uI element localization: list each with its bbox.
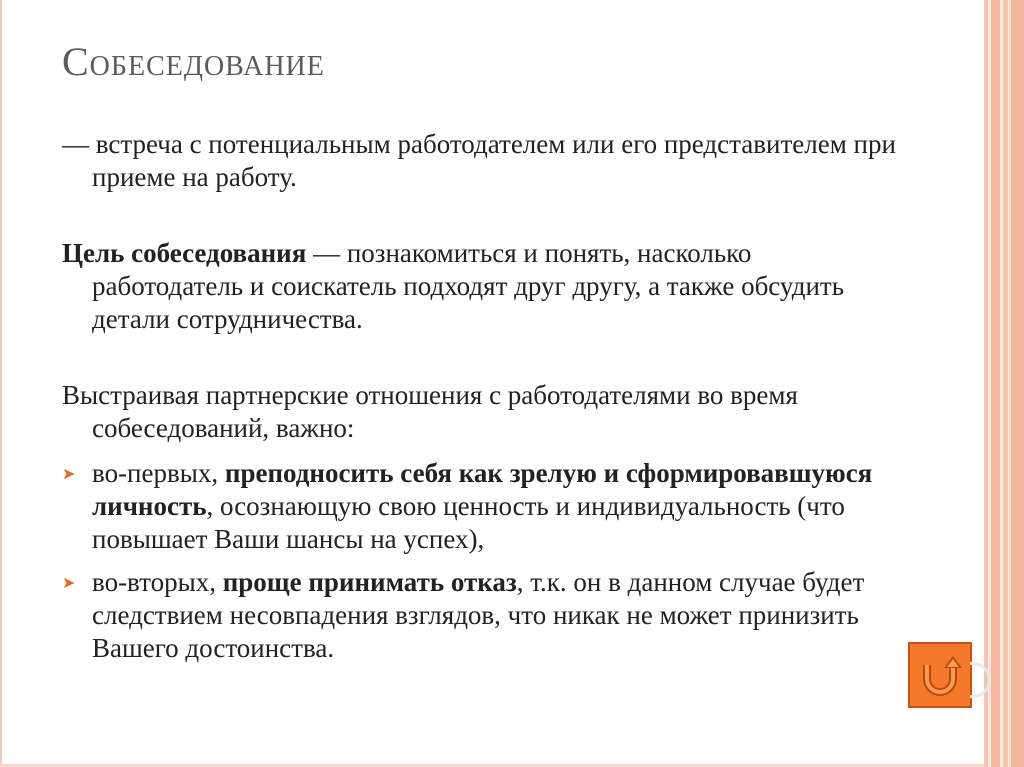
slide-border-left bbox=[0, 0, 2, 767]
bullet-1-rest: , осознающую свою ценность и индивидуальность (что повышает Ваши шансы на успех), bbox=[92, 491, 845, 554]
return-arrow-icon bbox=[918, 653, 962, 697]
goal-text: — познакомиться и понять, насколько работодатель и соискатель подходят друг другу, а также обсудить детали сотрудничества. bbox=[92, 238, 845, 334]
arrow-bullet-icon: ➤ bbox=[62, 464, 76, 483]
goal-label: Цель собеседования bbox=[62, 238, 307, 268]
goal-paragraph bbox=[62, 237, 902, 336]
bullet-2-lead: во-вторых, bbox=[92, 567, 223, 597]
slide-content bbox=[62, 128, 902, 665]
bullet-1-bold: преподносить себя как зрелую и сформировавшуюся личность bbox=[92, 458, 873, 521]
slide-title: Собеседование bbox=[62, 39, 325, 84]
bullet-item-2 bbox=[62, 566, 902, 665]
decorative-stripes bbox=[984, 0, 1024, 767]
bullet-1-lead: во-первых, bbox=[92, 458, 225, 488]
intro-text: Выстраивая партнерские отношения с работодателями во время собеседований, важно: bbox=[62, 380, 798, 443]
bullet-2-bold: проще принимать отказ bbox=[222, 567, 517, 597]
return-button[interactable] bbox=[908, 642, 972, 708]
bullet-item-1 bbox=[62, 457, 902, 556]
definition-text: — встреча с потенциальным работодателем или его представителем при приеме на работу. bbox=[62, 129, 896, 192]
bullet-2-rest: , т.к. он в данном случае будет следствием несовпадения взглядов, что никак не может принизить Вашего достоинства. bbox=[92, 567, 865, 663]
arrow-bullet-icon: ➤ bbox=[62, 573, 76, 592]
